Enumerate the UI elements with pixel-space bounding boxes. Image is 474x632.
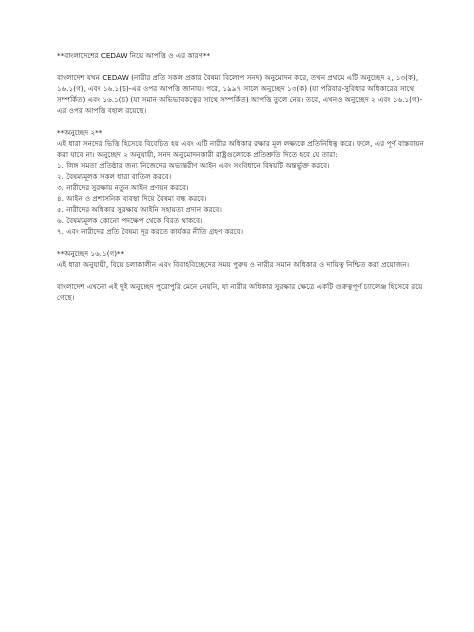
article-2-heading: **অনুচ্ছেদ ২** [57, 128, 103, 137]
document-title: **বাংলাদেশের CEDAW নিয়ে আপত্তি ও এর কারণ** [57, 51, 211, 60]
article-16-heading: **অনুচ্ছেদ ১৬.১(গ)** [57, 249, 125, 258]
list-item: ৬. বৈষম্যমূলক কোনো পদক্ষেপ থেকে বিরত থাকবে। [57, 216, 203, 225]
list-item: ৩. নারীদের সুরক্ষায় নতুন আইন প্রণয়ন করবে। [57, 183, 189, 192]
article-2-list [57, 160, 425, 237]
intro-paragraph: বাংলাদেশ যখন CEDAW (নারীর প্রতি সকল প্রকার বৈষম্য বিলোপ সনদ) অনুমোদন করে, তখন প্রথমে এটি অনুচ্ছেদ ২, ১৩(ক), ১৬.১(গ), এবং ১৬.১(চ)-এর ওপর আপত্তি জানায়। পরে, ১৯৯৭ সালে অনুচ্ছেদ ১৩(ক) (যা পরিবার-সুবিধার অধিকারের সাথে সম্পর্কিত) এবং ১৬.১(চ) (যা সমান অভিভাবকত্বের সাথে সম্পর্কিত) আপত্তি তুলে নেয়। তবে, এখনও অনুচ্ছেদ ২ এবং ১৬.১(গ)-এর ওপর আপত্তি বহাল রয়েছে। [57, 73, 423, 115]
list-item: ১. লিঙ্গ সমতা প্রতিষ্ঠার জন্য নিজেদের অভ্যন্তরীণ আইন এবং সংবিধানে বিষয়টি অন্তর্ভুক্ত করবে। [57, 161, 330, 170]
list-item: ৫. নারীদের অধিকার সুরক্ষায় আইনি সহায়তা প্রদান করবে। [57, 205, 222, 214]
conclusion-paragraph: বাংলাদেশ এখনো এই দুই অনুচ্ছেদ পুরোপুরি মেনে নেয়নি, যা নারীর অধিকার সুরক্ষার ক্ষেত্রে একটি গুরুত্বপূর্ণ চ্যালেঞ্জ হিসেবে রয়ে গেছে। [57, 282, 423, 302]
list-item: ২. বৈষম্যমূলক সকল ধারা বাতিল করবে। [57, 172, 172, 181]
document-page [57, 50, 425, 314]
list-item: ৪. আইন ও প্রশাসনিক ব্যবস্থা দিয়ে বৈষম্য বন্ধ করবে। [57, 194, 207, 203]
article-2-text: এই ধারা সনদের ভিত্তি হিসেবে বিবেচিত হয় এবং এটি নারীর অধিকার রক্ষার মূল লক্ষ্যকে প্রতিনিধিত্ব করে। ফলে, এর পূর্ণ বাস্তবায়ন করা যাবে না। অনুচ্ছেদ ২ অনুযায়ী, সনদ অনুমোদনকারী রাষ্ট্রগুলোকে প্রতিশ্রুতি দিতে হবে যে তারা: [57, 139, 424, 159]
list-item: ৭. এবং নারীদের প্রতি বৈষম্য দূর করতে কার্যকর নীতি গ্রহণ করবে। [57, 227, 244, 236]
article-16-text: এই ধারা অনুযায়ী, বিয়ে চলাকালীন এবং বিবাহবিচ্ছেদের সময় পুরুষ ও নারীর সমান অধিকার ও দায়িত্ব নিশ্চিত করা প্রয়োজন। [57, 260, 410, 269]
